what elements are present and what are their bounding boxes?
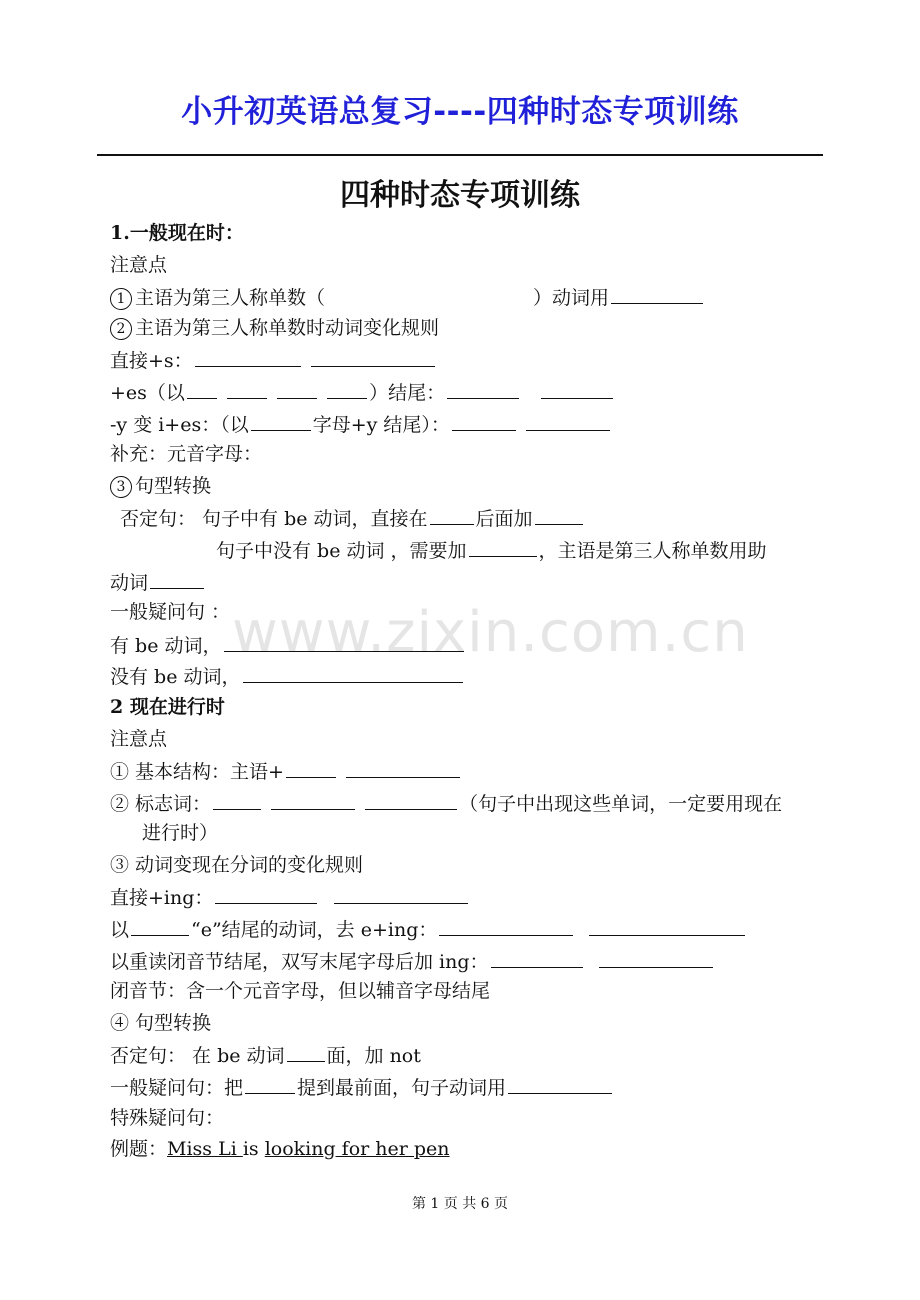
answer-blank[interactable]: [430, 502, 474, 525]
answer-blank[interactable]: [535, 502, 583, 525]
rule1-line: 1 主语为第三人称单数（ ）动词用: [110, 281, 822, 313]
answer-blank[interactable]: [227, 376, 267, 399]
header-title: 小升初英语总复习----四种时态专项训练: [181, 94, 739, 130]
question-line: 一般疑问句：把 提到最前面，句子动词用: [110, 1071, 822, 1103]
negative-line: 否定句： 在 be 动词 面，加 not: [110, 1039, 822, 1071]
rule2-line: 2 主语为第三人称单数时动词变化规则: [110, 313, 822, 345]
answer-blank[interactable]: [611, 281, 703, 304]
answer-blank[interactable]: [541, 376, 613, 399]
circled-one-icon: 1: [110, 288, 132, 310]
circled-two-icon: 2: [110, 318, 132, 340]
add-ing-line: 直接+ing：: [110, 881, 822, 913]
answer-blank[interactable]: [277, 376, 317, 399]
answer-blank[interactable]: [245, 1071, 295, 1094]
signal-words-wrap: 进行时）: [142, 822, 219, 845]
vowel-note-line: 补充：元音字母：: [110, 443, 263, 466]
answer-blank[interactable]: [195, 344, 301, 367]
circled-three-icon: 3: [110, 476, 132, 498]
participle-rules-line: ③ 动词变现在分词的变化规则: [110, 853, 364, 876]
answer-blank[interactable]: [526, 408, 610, 431]
answer-blank[interactable]: [365, 787, 457, 810]
answer-blank[interactable]: [491, 945, 583, 968]
section1-notice: 注意点: [110, 253, 168, 276]
negative-nobe-line: 句子中没有 be 动词 ，需要加 ，主语是第三人称单数用助: [110, 534, 822, 566]
with-be-line: 有 be 动词，: [110, 629, 822, 661]
rule3-line: 3 句型转换: [110, 471, 822, 503]
answer-blank[interactable]: [213, 787, 261, 810]
answer-blank[interactable]: [287, 1039, 325, 1062]
header-divider: [97, 154, 823, 156]
answer-blank[interactable]: [251, 408, 311, 431]
negative-be-line: 否定句： 句子中有 be 动词，直接在 后面加: [110, 502, 822, 534]
add-es-line: +es（以 ）结尾：: [110, 376, 822, 408]
section2-heading: 2 现在进行时: [110, 695, 225, 718]
answer-blank[interactable]: [447, 376, 519, 399]
watermark: www.zixin.com.cn: [232, 600, 749, 665]
answer-blank[interactable]: [215, 881, 317, 904]
without-be-line: 没有 be 动词，: [110, 660, 822, 692]
document-title: 四种时态专项训练: [340, 178, 580, 213]
answer-blank[interactable]: [224, 629, 464, 652]
add-s-line: 直接+s：: [110, 344, 822, 376]
answer-blank[interactable]: [452, 408, 516, 431]
answer-blank[interactable]: [599, 945, 713, 968]
signal-words-line: ② 标志词： （句子中出现这些单词，一定要用现在: [110, 787, 822, 819]
answer-blank[interactable]: [243, 660, 463, 683]
general-question-line: 一般疑问句 ：: [110, 601, 231, 624]
wh-question-line: 特殊疑问句：: [110, 1106, 225, 1129]
drop-e-line: 以 “e”结尾的动词，去 e+ing：: [110, 913, 822, 945]
aux-verb-line: 动词: [110, 566, 822, 598]
answer-blank[interactable]: [334, 881, 468, 904]
answer-blank[interactable]: [439, 913, 573, 936]
sentence-transform-line: ④ 句型转换: [110, 1011, 212, 1034]
answer-blank[interactable]: [346, 755, 460, 778]
answer-blank[interactable]: [311, 344, 435, 367]
closed-syllable-line: 闭音节：含一个元音字母，但以辅音字母结尾: [110, 980, 491, 1003]
answer-blank[interactable]: [469, 534, 537, 557]
example-line: 例题：Miss Li is looking for her pen: [110, 1138, 450, 1161]
answer-blank[interactable]: [508, 1071, 612, 1094]
document-body: [110, 218, 822, 1166]
section2-notice: 注意点: [110, 727, 168, 750]
structure-line: ① 基本结构：主语+: [110, 755, 822, 787]
answer-blank[interactable]: [131, 913, 189, 936]
double-consonant-line: 以重读闭音节结尾，双写末尾字母后加 ing：: [110, 945, 822, 977]
answer-blank[interactable]: [589, 913, 745, 936]
y-to-ies-line: -y 变 i+es：（以 字母+y 结尾）：: [110, 408, 822, 440]
answer-blank[interactable]: [286, 755, 336, 778]
answer-blank[interactable]: [187, 376, 217, 399]
section1-heading: 1.一般现在时：: [110, 222, 244, 244]
page-footer: 第 1 页 共 6 页: [411, 1196, 509, 1212]
answer-blank[interactable]: [327, 376, 367, 399]
answer-blank[interactable]: [271, 787, 355, 810]
answer-blank[interactable]: [150, 566, 204, 589]
